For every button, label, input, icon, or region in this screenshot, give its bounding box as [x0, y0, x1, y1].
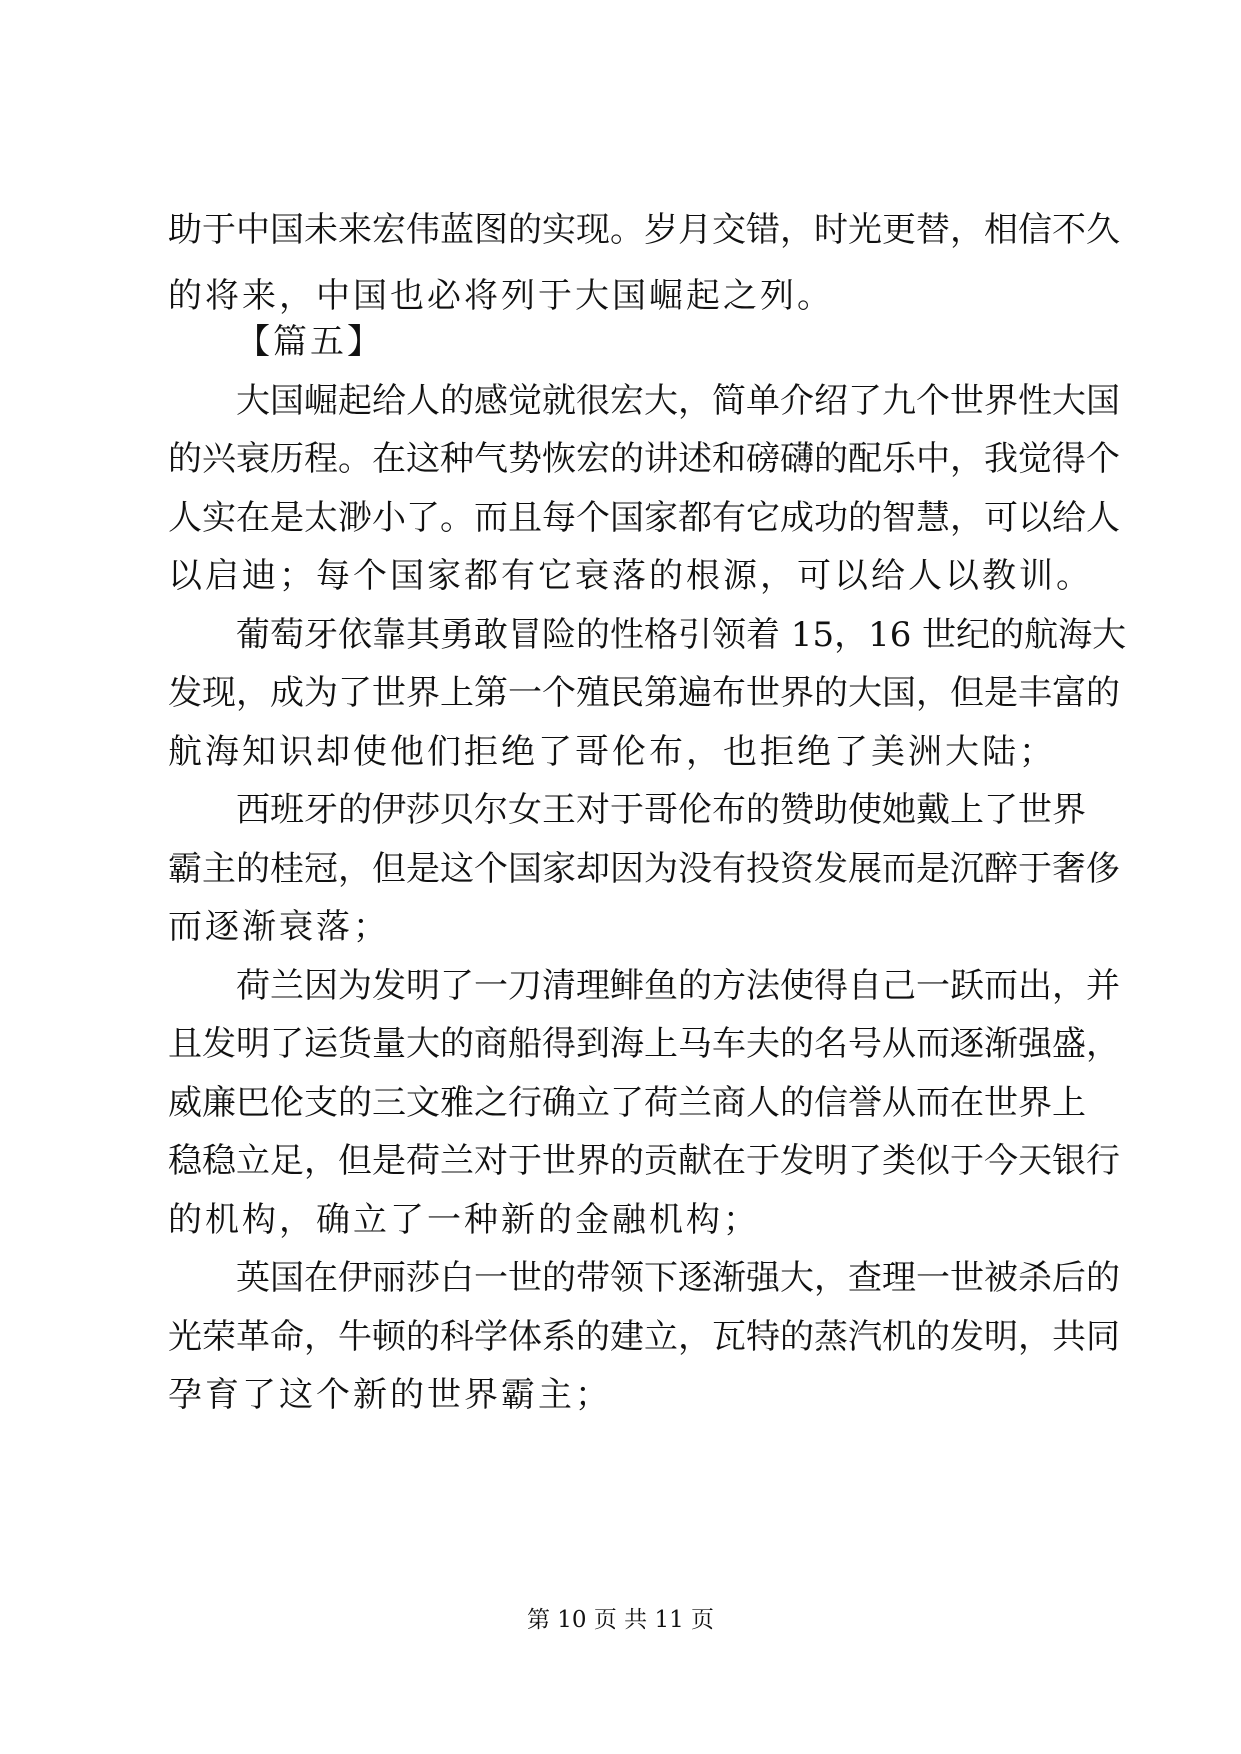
text-line: 以启迪；每个国家都有它衰落的根源，可以给人以教训。: [168, 556, 1093, 596]
text-line: 葡萄牙依靠其勇敢冒险的性格引领着 15，16 世纪的航海大: [236, 615, 1127, 655]
section-heading: 【篇五】: [236, 322, 384, 362]
text-line: 大国崛起给人的感觉就很宏大，简单介绍了九个世界性大国: [236, 381, 1120, 421]
text-line: 英国在伊丽莎白一世的带领下逐渐强大，查理一世被杀后的: [236, 1258, 1120, 1298]
text-line: 稳稳立足，但是荷兰对于世界的贡献在于发明了类似于今天银行: [168, 1141, 1120, 1181]
text-line: 威廉巴伦支的三文雅之行确立了荷兰商人的信誉从而在世界上: [168, 1083, 1086, 1123]
text-line: 且发明了运货量大的商船得到海上马车夫的名号从而逐渐强盛，: [168, 1024, 1120, 1064]
text-line: 的兴衰历程。在这种气势恢宏的讲述和磅礴的配乐中，我觉得个: [168, 439, 1120, 479]
text-line: 发现，成为了世界上第一个殖民第遍布世界的大国，但是丰富的: [168, 673, 1120, 713]
text-line: 人实在是太渺小了。而且每个国家都有它成功的智慧，可以给人: [168, 498, 1120, 538]
text-line: 霸主的桂冠，但是这个国家却因为没有投资发展而是沉醉于奢侈: [168, 849, 1120, 889]
text-line: 西班牙的伊莎贝尔女王对于哥伦布的赞助使她戴上了世界: [236, 790, 1086, 830]
text-line: 航海知识却使他们拒绝了哥伦布，也拒绝了美洲大陆；: [168, 732, 1056, 772]
text-line: 的机构，确立了一种新的金融机构；: [168, 1200, 760, 1240]
text-line: 助于中国未来宏伟蓝图的实现。岁月交错，时光更替，相信不久: [168, 210, 1120, 250]
text-line: 光荣革命，牛顿的科学体系的建立，瓦特的蒸汽机的发明，共同: [168, 1317, 1120, 1357]
text-line: 孕育了这个新的世界霸主；: [168, 1375, 612, 1415]
text-line: 的将来，中国也必将列于大国崛起之列。: [168, 276, 834, 316]
text-line: 荷兰因为发明了一刀清理鲱鱼的方法使得自己一跃而出，并: [236, 966, 1120, 1006]
text-line: 而逐渐衰落；: [168, 907, 390, 947]
page-footer: 第 10 页 共 11 页: [526, 1607, 715, 1633]
